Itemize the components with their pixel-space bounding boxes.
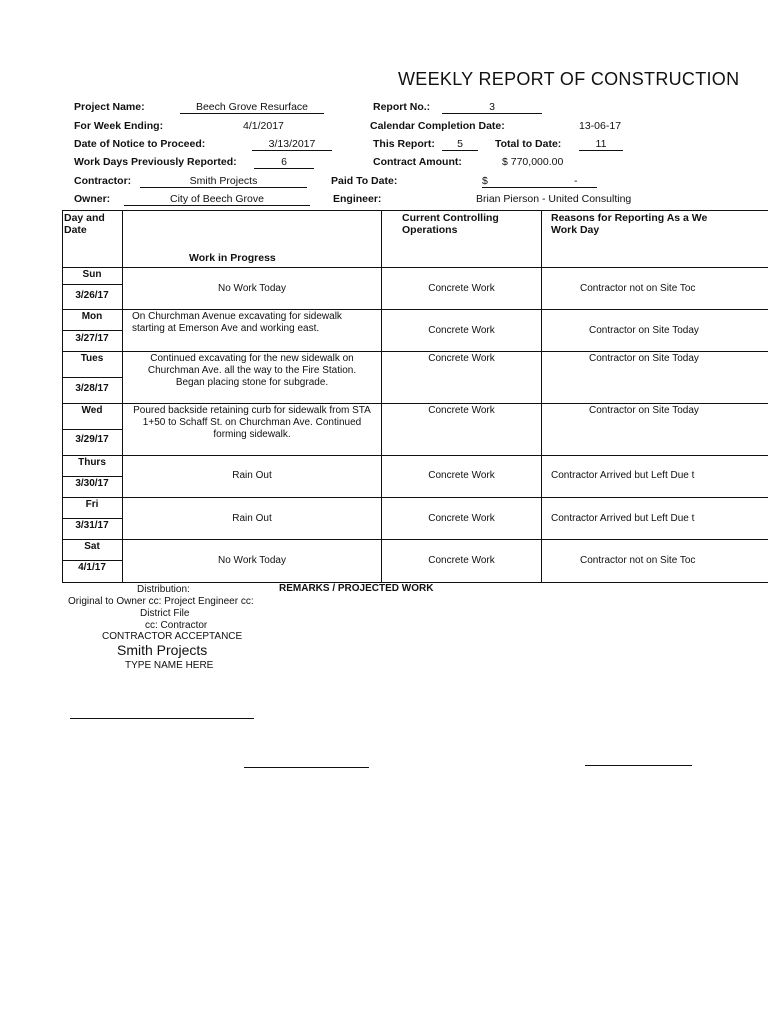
row-work: Poured backside retaining curb for sidewalk from STA 1+50 to Schaff St. on Churchman Ave. Continued forming sidewalk. (133, 405, 371, 440)
contractor-value: Smith Projects (140, 175, 307, 188)
table-col-divider-3 (541, 210, 542, 583)
day-date-split (62, 476, 122, 477)
paid-to-date-value: - (574, 175, 578, 187)
col-ops-header-1: Current Controlling (402, 212, 499, 224)
row-reason: Contractor on Site Today (589, 325, 699, 336)
engineer-label: Engineer: (333, 193, 382, 205)
row-work: On Churchman Avenue excavating for sidewalk starting at Emerson Ave and working east. (132, 311, 342, 334)
contractor-label: Contractor: (74, 175, 132, 187)
engineer-value: Brian Pierson - United Consulting (476, 193, 632, 205)
row-day: Sun (82, 269, 102, 280)
row-line (62, 455, 768, 456)
row-work: No Work Today (218, 283, 286, 294)
type-name-here: TYPE NAME HERE (125, 660, 214, 671)
row-work: Rain Out (232, 470, 272, 481)
report-no-label: Report No.: (373, 101, 431, 113)
week-ending-value: 4/1/2017 (243, 120, 284, 132)
cc-contractor: cc: Contractor (145, 620, 208, 631)
day-date-split (62, 429, 122, 430)
row-day: Fri (85, 499, 99, 510)
row-date: 3/31/17 (75, 520, 109, 531)
table-border-top (62, 210, 768, 211)
col-work-header: Work in Progress (189, 252, 276, 264)
row-line (62, 351, 768, 352)
row-ops: Concrete Work (428, 470, 495, 481)
row-ops: Concrete Work (428, 353, 495, 364)
owner-label: Owner: (74, 193, 111, 205)
project-name-label: Project Name: (74, 101, 145, 113)
row-date: 3/30/17 (75, 478, 109, 489)
row-date: 4/1/17 (78, 562, 106, 573)
day-date-split (62, 560, 122, 561)
notice-value: 3/13/2017 (252, 138, 332, 151)
row-line (62, 309, 768, 310)
row-reason: Contractor Arrived but Left Due t (551, 470, 695, 481)
row-ops: Concrete Work (428, 325, 495, 336)
day-date-split (62, 518, 122, 519)
paid-to-date-currency: $ (482, 175, 488, 187)
row-reason: Contractor on Site Today (589, 353, 699, 364)
row-day: Tues (80, 353, 104, 364)
paid-to-date-underline (482, 175, 597, 188)
col-reason-header-2: Work Day (551, 224, 600, 236)
row-date: 3/29/17 (75, 434, 109, 445)
table-col-divider-2 (381, 210, 382, 583)
paid-to-date-label: Paid To Date: (331, 175, 398, 187)
signature-line (244, 767, 369, 768)
row-line (62, 403, 768, 404)
construction-table (62, 210, 768, 583)
row-day: Sat (84, 541, 100, 552)
this-report-value: 5 (442, 138, 478, 151)
signer-name: Smith Projects (117, 642, 208, 658)
contractor-acceptance: CONTRACTOR ACCEPTANCE (102, 631, 243, 642)
row-line (62, 539, 768, 540)
notice-label: Date of Notice to Proceed: (74, 138, 206, 150)
row-reason: Contractor not on Site Toc (580, 283, 696, 294)
project-name-value: Beech Grove Resurface (180, 101, 324, 114)
week-ending-label: For Week Ending: (74, 120, 164, 132)
total-to-date-value: 11 (579, 138, 623, 151)
day-date-split (62, 377, 122, 378)
day-date-split (62, 284, 122, 285)
contract-amount-value: $ 770,000.00 (502, 156, 564, 168)
row-date: 3/28/17 (75, 383, 109, 394)
contract-amount-label: Contract Amount: (373, 156, 462, 168)
total-to-date-label: Total to Date: (495, 138, 562, 150)
signature-line (70, 718, 254, 719)
row-date: 3/27/17 (75, 333, 109, 344)
row-work: Continued excavating for the new sidewalk on Churchman Ave. all the way to the Fire Station. Began placing stone for subgrade. (147, 353, 357, 388)
row-ops: Concrete Work (428, 405, 495, 416)
day-date-split (62, 330, 122, 331)
row-date: 3/26/17 (75, 290, 109, 301)
col-reason-header-1: Reasons for Reporting As a We (551, 212, 708, 224)
report-title: WEEKLY REPORT OF CONSTRUCTION (398, 69, 740, 89)
original-distribution: Original to Owner cc: Project Engineer cc: (68, 596, 254, 607)
this-report-label: This Report: (373, 138, 435, 150)
calendar-completion-label: Calendar Completion Date: (370, 120, 505, 132)
row-ops: Concrete Work (428, 513, 495, 524)
report-no-value: 3 (442, 101, 542, 114)
row-line (62, 267, 768, 268)
row-ops: Concrete Work (428, 555, 495, 566)
work-days-value: 6 (254, 156, 314, 169)
row-reason: Contractor on Site Today (589, 405, 699, 416)
col-ops-header-2: Operations (402, 224, 458, 236)
col-day-header-2: Date (64, 224, 87, 236)
row-line (62, 497, 768, 498)
row-work: No Work Today (218, 555, 286, 566)
row-work: Rain Out (232, 513, 272, 524)
row-reason: Contractor Arrived but Left Due t (551, 513, 695, 524)
distribution-label: Distribution: (137, 584, 190, 595)
work-days-label: Work Days Previously Reported: (74, 156, 237, 168)
table-col-divider-1 (122, 210, 123, 583)
row-day: Mon (81, 311, 103, 322)
owner-value: City of Beech Grove (124, 193, 310, 206)
district-file: District File (140, 608, 190, 619)
row-reason: Contractor not on Site Toc (580, 555, 696, 566)
row-day: Wed (81, 405, 103, 416)
signature-line (585, 765, 692, 766)
remarks-label: REMARKS / PROJECTED WORK (279, 583, 434, 594)
row-day: Thurs (78, 457, 106, 468)
calendar-completion-value: 13-06-17 (579, 120, 622, 132)
col-day-header-1: Day and (64, 212, 105, 224)
row-ops: Concrete Work (428, 283, 495, 294)
